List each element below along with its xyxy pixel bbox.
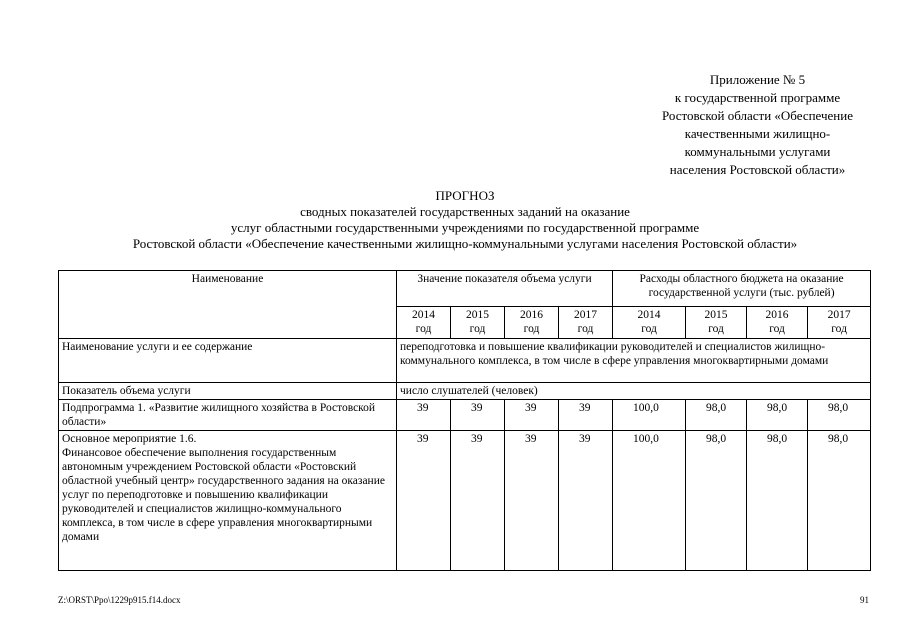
row-value: 39 xyxy=(559,431,613,571)
header-volume: Значение показателя объема услуги xyxy=(397,271,613,307)
header-year: 2014 год xyxy=(613,307,686,339)
indicator-label: Показатель объема услуги xyxy=(59,383,397,400)
appendix-line: коммунальными услугами xyxy=(684,144,831,159)
document-title xyxy=(40,188,890,252)
header-expense: Расходы областного бюджета на оказание государственной услуги (тыс. рублей) xyxy=(613,271,871,307)
header-year: 2016 год xyxy=(747,307,808,339)
appendix-line: Ростовской области «Обеспечение xyxy=(661,108,853,123)
table-row xyxy=(59,400,871,431)
forecast-table xyxy=(58,270,871,571)
page-number: 91 xyxy=(860,595,869,605)
row-value: 100,0 xyxy=(613,400,686,431)
row-value: 39 xyxy=(505,400,559,431)
row-value: 100,0 xyxy=(613,431,686,571)
appendix-line: населения Ростовской области» xyxy=(669,162,846,177)
row-value: 39 xyxy=(451,400,505,431)
row-value: 98,0 xyxy=(808,400,871,431)
appendix-line: к государственной программе xyxy=(674,90,841,105)
row-value: 98,0 xyxy=(686,431,747,571)
row-value: 98,0 xyxy=(747,400,808,431)
row-value: 39 xyxy=(505,431,559,571)
row-label: Подпрограмма 1. «Развитие жилищного хозяйства в Ростовской области» xyxy=(59,400,397,431)
service-value: переподготовка и повышение квалификации руководителей и специалистов жилищно-коммунального комплекса, в том числе в сфере управления многоквартирными домами xyxy=(397,339,871,383)
appendix-line: Приложение № 5 xyxy=(709,72,806,87)
appendix-line: качественными жилищно- xyxy=(684,126,831,141)
appendix-block xyxy=(630,71,885,179)
header-year: 2015 год xyxy=(686,307,747,339)
header-year: 2016 год xyxy=(505,307,559,339)
header-name: Наименование xyxy=(59,271,397,339)
footer-file-path: Z:\ORST\Ppo\1229p915.f14.docx xyxy=(58,595,181,605)
header-year: 2014 год xyxy=(397,307,451,339)
indicator-value: число слушателей (человек) xyxy=(397,383,871,400)
row-value: 39 xyxy=(451,431,505,571)
row-label: Основное мероприятие 1.6. Финансовое обеспечение выполнения государственным автономным учреждением Ростовской области «Ростовский областной учебный центр» государственного задания на оказание услуг по переподготовке и повышению квалификации руководителей и специалистов жилищно-коммунального комплекса, в том числе в сфере управления многоквартирными домами xyxy=(59,431,397,571)
title-line: Ростовской области «Обеспечение качественными жилищно-коммунальными услугами населения Ростовской области» xyxy=(132,236,798,251)
row-value: 98,0 xyxy=(808,431,871,571)
service-label: Наименование услуги и ее содержание xyxy=(59,339,397,383)
title-heading: ПРОГНОЗ xyxy=(435,188,495,203)
row-value: 39 xyxy=(559,400,613,431)
table-row xyxy=(59,431,871,571)
header-year: 2017 год xyxy=(808,307,871,339)
row-value: 98,0 xyxy=(686,400,747,431)
row-value: 39 xyxy=(397,400,451,431)
header-year: 2015 год xyxy=(451,307,505,339)
row-value: 98,0 xyxy=(747,431,808,571)
row-value: 39 xyxy=(397,431,451,571)
title-line: услуг областными государственными учреждениями по государственной программе xyxy=(230,220,700,235)
title-line: сводных показателей государственных заданий на оказание xyxy=(300,204,630,219)
header-year: 2017 год xyxy=(559,307,613,339)
